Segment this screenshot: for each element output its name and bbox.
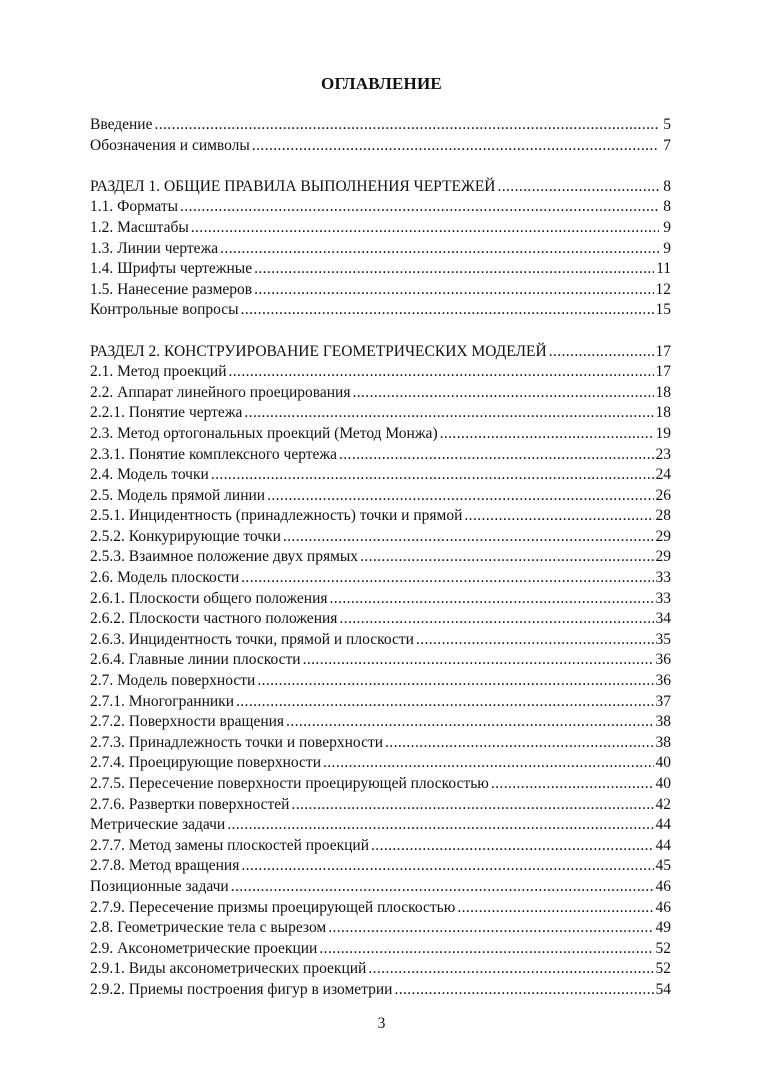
toc-entry-page: 26 [655, 486, 671, 504]
toc-entry-page: 40 [655, 754, 671, 772]
toc-entry[interactable] [90, 815, 671, 836]
toc-entry-label: 2.6.4. Главные линии плоскости [90, 651, 301, 669]
toc-entry[interactable] [90, 898, 671, 919]
toc-entry[interactable] [90, 403, 671, 424]
toc-entry[interactable] [90, 465, 671, 486]
dot-leader [416, 630, 654, 651]
dot-leader [254, 259, 654, 280]
toc-entry-page: 46 [655, 898, 671, 916]
toc-entry-label: 2.5. Модель прямой линии [90, 486, 266, 504]
page-number: 3 [377, 1015, 386, 1032]
toc-entry[interactable] [90, 692, 671, 713]
toc-entry-label: РАЗДЕЛ 2. КОНСТРУИРОВАНИЕ ГЕОМЕТРИЧЕСКИХ МОДЕЛЕЙ [90, 342, 547, 360]
toc-entry-label: 2.5.2. Конкурирующие точки [90, 527, 281, 545]
toc-entry-page: 46 [655, 877, 671, 895]
toc-entry-page: 18 [655, 383, 671, 401]
toc-entry[interactable] [90, 218, 671, 239]
toc-entry-label: 2.6.3. Инцидентность точки, прямой и плоскости [90, 630, 414, 648]
toc-entry-page: 44 [655, 816, 671, 834]
toc-entry[interactable] [90, 671, 671, 692]
toc-entry[interactable] [90, 362, 671, 383]
dot-leader [211, 465, 654, 486]
toc-entry[interactable] [90, 753, 671, 774]
dot-leader [244, 403, 653, 424]
toc-entry[interactable] [90, 239, 671, 260]
toc-entry-label: 2.7.5. Пересечение поверхности проецирующей плоскостью [90, 775, 489, 792]
toc-entry-label: Обозначения и символы [90, 136, 250, 154]
dot-leader [220, 239, 659, 260]
toc-entry-page: 11 [656, 260, 671, 278]
dot-leader [236, 692, 654, 713]
toc-entry-page: 54 [655, 980, 671, 998]
dot-leader [191, 218, 659, 239]
toc-entry-label: 2.7.7. Метод замены плоскостей проекций [90, 836, 370, 854]
toc-entry-label: 1.1. Форматы [90, 198, 179, 216]
dot-leader [231, 877, 654, 898]
toc-entry-page: 42 [655, 795, 671, 813]
dot-leader [352, 383, 653, 404]
toc-entry-page: 23 [655, 445, 671, 463]
dot-leader [283, 527, 654, 548]
dot-leader [267, 486, 653, 507]
toc-entry-label: 2.6.1. Плоскости общего положения [90, 589, 328, 607]
toc-entry-label: 2.5.3. Взаимное положение двух прямых [90, 548, 359, 566]
toc-entry-page: 17 [655, 363, 671, 381]
toc-entry-page: 19 [655, 424, 671, 442]
toc-entry[interactable] [90, 609, 671, 630]
toc-entry[interactable] [90, 259, 671, 280]
toc-entry[interactable] [90, 300, 671, 321]
dot-leader [491, 774, 654, 795]
dot-leader [303, 650, 654, 671]
toc-entry-page: 52 [655, 960, 671, 978]
toc-entry-label: 1.2. Масштабы [90, 218, 189, 236]
dot-leader [328, 918, 653, 939]
toc-entry-page: 37 [655, 692, 671, 710]
toc-entry-label: 2.5.1. Инцидентность (принадлежность) точки и прямой [90, 507, 463, 525]
toc-entry-page: 29 [655, 527, 671, 545]
dot-leader [227, 815, 653, 836]
toc-entry-label: 2.9. Аксонометрические проекции [90, 939, 318, 957]
toc-entry-page: 8 [663, 198, 671, 216]
dot-leader [241, 856, 653, 877]
toc-entry-page: 44 [655, 836, 671, 854]
toc-entry[interactable] [90, 939, 671, 960]
toc-section-heading[interactable] [90, 177, 671, 198]
toc-entry[interactable] [90, 630, 671, 651]
toc-entry-page: 24 [655, 466, 671, 484]
toc-entry-label: 2.7.2. Поверхности вращения [90, 713, 285, 731]
toc-entry-page: 45 [655, 857, 671, 875]
dot-leader [254, 280, 653, 301]
toc-entry-page: 33 [655, 589, 671, 607]
toc-entry-label: 2.7.4. Проецирующие поверхности [90, 754, 321, 772]
dot-leader [457, 898, 653, 919]
dot-leader [241, 300, 654, 321]
dot-leader [385, 733, 653, 754]
dot-leader [371, 836, 653, 857]
dot-leader [368, 959, 653, 980]
toc-entry[interactable] [90, 280, 671, 301]
dot-leader [330, 589, 654, 610]
toc-entry[interactable] [90, 547, 671, 568]
toc-entry-label: 2.7.3. Принадлежность точки и поверхности [90, 733, 384, 751]
toc-entry-label: 2.9.1. Виды аксонометрических проекций [90, 960, 367, 978]
table-of-contents [90, 115, 671, 1001]
dot-leader [464, 506, 653, 527]
toc-entry[interactable] [90, 712, 671, 733]
toc-entry-page: 34 [655, 610, 671, 628]
toc-entry-label: 2.6. Модель плоскости [90, 569, 240, 587]
dot-leader [252, 136, 659, 157]
toc-entry-page: 18 [655, 404, 671, 422]
toc-entry-label: 2.6.2. Плоскости частного положения [90, 610, 338, 628]
toc-entry[interactable] [90, 506, 671, 527]
toc-entry[interactable] [90, 527, 671, 548]
toc-entry-page: 28 [655, 507, 671, 525]
dot-leader [360, 547, 653, 568]
toc-entry[interactable] [90, 589, 671, 610]
toc-entry[interactable] [90, 877, 671, 898]
toc-entry-label: 2.7.6. Развертки поверхностей [90, 795, 290, 813]
toc-entry-page: 49 [655, 919, 671, 937]
dot-leader [549, 342, 654, 363]
toc-entry-page: 5 [663, 116, 671, 133]
toc-entry[interactable] [90, 980, 671, 1001]
toc-entry[interactable] [90, 486, 671, 507]
toc-entry[interactable] [90, 774, 671, 795]
toc-entry-page: 12 [655, 280, 671, 298]
toc-entry-page: 8 [663, 177, 671, 195]
dot-leader [394, 980, 653, 1001]
toc-entry-label: 1.5. Нанесение размеров [90, 280, 253, 298]
dot-leader [286, 712, 653, 733]
toc-entry[interactable] [90, 918, 671, 939]
toc-entry-label: 2.8. Геометрические тела с вырезом [90, 919, 327, 937]
toc-entry-page: 38 [655, 713, 671, 731]
toc-entry[interactable] [90, 424, 671, 445]
toc-entry-label: 2.3.1. Понятие комплексного чертежа [90, 445, 337, 463]
toc-entry-label: 2.2. Аппарат линейного проецирования [90, 383, 351, 401]
toc-entry-label: 2.2.1. Понятие чертежа [90, 404, 243, 422]
toc-entry-label: Позиционные задачи [90, 877, 229, 895]
toc-entry-label: 1.4. Шрифты чертежные [90, 260, 253, 278]
toc-entry-page: 38 [655, 733, 671, 751]
toc-entry[interactable] [90, 383, 671, 404]
toc-entry-label: 2.7. Модель поверхности [90, 672, 256, 690]
page-title: ОГЛАВЛЕНИЕ [321, 74, 442, 93]
dot-leader [319, 939, 653, 960]
toc-entry-label: 1.3. Линии чертежа [90, 239, 219, 257]
toc-section-heading[interactable] [90, 342, 671, 363]
toc-entry-label: 2.1. Метод проекций [90, 363, 227, 381]
toc-entry-page: 40 [655, 775, 671, 792]
toc-entry-label: Введение [90, 116, 153, 133]
dot-leader [323, 753, 654, 774]
toc-entry-page: 36 [655, 672, 671, 690]
toc-entry[interactable] [90, 836, 671, 857]
toc-entry[interactable] [90, 733, 671, 754]
toc-entry-label: Метрические задачи [90, 816, 226, 834]
dot-leader [440, 424, 654, 445]
toc-entry-page: 35 [655, 630, 671, 648]
toc-entry-label: Контрольные вопросы [90, 301, 239, 319]
toc-entry-page: 33 [655, 569, 671, 587]
dot-leader [339, 445, 654, 466]
dot-leader [241, 568, 653, 589]
toc-entry-page: 7 [663, 136, 671, 154]
dot-leader [180, 197, 659, 218]
toc-entry-label: 2.7.9. Пересечение призмы проецирующей плоскостью [90, 898, 456, 916]
toc-entry[interactable] [90, 136, 671, 157]
toc-entry-page: 17 [655, 342, 671, 360]
toc-entry[interactable] [90, 115, 671, 136]
toc-entry-page: 9 [663, 239, 671, 257]
toc-entry-label: 2.4. Модель точки [90, 466, 209, 484]
toc-entry[interactable] [90, 197, 671, 218]
toc-entry-page: 52 [655, 939, 671, 957]
toc-entry-page: 9 [663, 218, 671, 236]
toc-entry[interactable] [90, 445, 671, 466]
dot-leader [497, 177, 659, 198]
dot-leader [291, 795, 653, 816]
toc-entry-label: 2.3. Метод ортогональных проекций (Метод Монжа) [90, 424, 438, 442]
toc-entry-label: 2.7.8. Метод вращения [90, 857, 240, 875]
toc-entry[interactable] [90, 959, 671, 980]
toc-entry-page: 29 [655, 548, 671, 566]
toc-entry[interactable] [90, 856, 671, 877]
dot-leader [339, 609, 653, 630]
toc-entry-label: 2.9.2. Приемы построения фигур в изометрии [90, 980, 393, 998]
toc-entry-page: 36 [655, 651, 671, 669]
toc-entry-page: 15 [655, 301, 671, 319]
toc-entry[interactable] [90, 650, 671, 671]
dot-leader [229, 362, 654, 383]
toc-entry-label: 2.7.1. Многогранники [90, 692, 234, 710]
toc-entry[interactable] [90, 568, 671, 589]
dot-leader [154, 115, 659, 136]
toc-entry[interactable] [90, 795, 671, 816]
toc-entry-label: РАЗДЕЛ 1. ОБЩИЕ ПРАВИЛА ВЫПОЛНЕНИЯ ЧЕРТЕЖЕЙ [90, 177, 496, 195]
dot-leader [257, 671, 653, 692]
